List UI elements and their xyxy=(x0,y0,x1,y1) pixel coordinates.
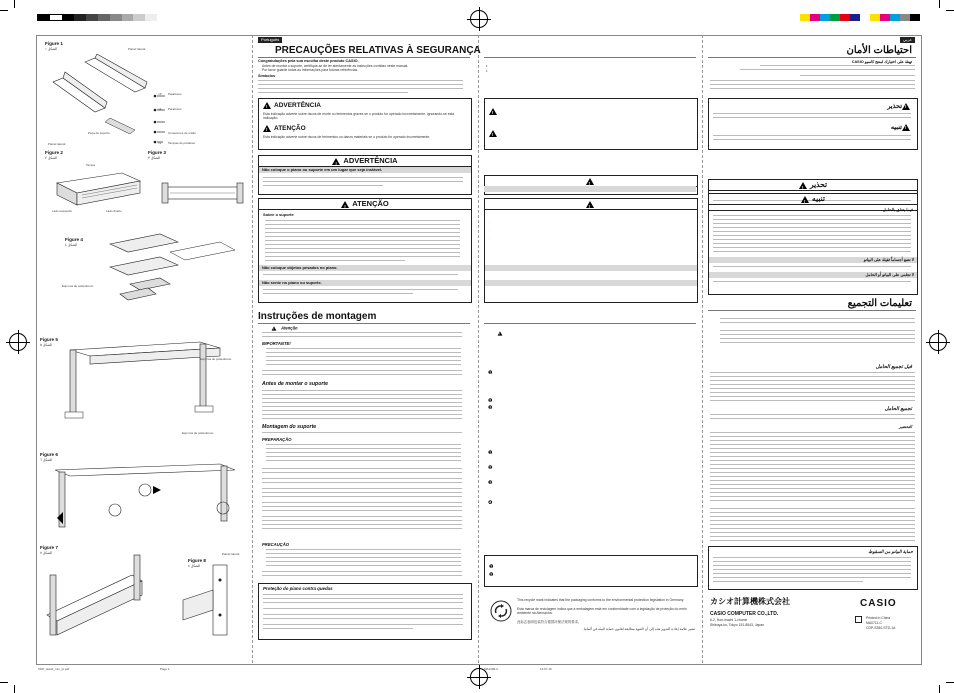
caution-triangle-icon xyxy=(498,332,503,336)
qty-x2: ×2 xyxy=(158,141,162,145)
footer-middle-date: 13.07.16 xyxy=(540,667,552,671)
preparacao-pt: PREPARAÇÃO xyxy=(262,437,292,442)
warning-symbol-ar: !تحذير xyxy=(887,102,913,110)
figure-5-drawing xyxy=(50,340,250,430)
figure-8-label-ar: الشكل ٨ xyxy=(188,564,201,568)
middle-step-marker-2: ❷ xyxy=(488,398,493,404)
middle-symbol-box xyxy=(484,98,698,150)
no-sit-bar: Não sente no piano ou suporte. xyxy=(259,280,471,286)
middle-step-marker-1: ❶ xyxy=(488,370,493,376)
caution-triangle-icon xyxy=(586,201,594,208)
figure-3-label: Figure 3 xyxy=(148,150,166,155)
figure-4-label: Figure 4 xyxy=(65,237,83,242)
company-jp: カシオ計算機株式会社 xyxy=(710,597,790,606)
figure-2-label-ar: الشكل ٢ xyxy=(45,156,58,160)
part-screws-2: Parafusos xyxy=(168,107,182,111)
figure-1-label-ar: الشكل ١ xyxy=(45,47,58,51)
protection-ar: حماية البيانو من السقوط xyxy=(868,549,913,554)
middle-caution-box: ! . . . xyxy=(484,198,698,303)
recycle-text-en: This recycle mark indicates that the packaging conforms to the environmental protection legislation in Germany. xyxy=(517,598,685,602)
atencao-text: Esta indicação adverte sobre riscos de ferimentos ou danos materiais se o produto for operado incorretamente. xyxy=(263,135,431,139)
caution-triangle-icon xyxy=(341,201,349,208)
atencao-box-pt: !ATENÇÃO Sobre o suporte Não coloque objetos pesados no piano. Não sente no piano ou suporte. xyxy=(258,198,472,303)
recycle-icon xyxy=(490,600,512,622)
congrats-ar: تهنئة على اختيارك لمنتج كاسيو CASIO xyxy=(851,60,912,64)
warning-box-ar: !تحذير xyxy=(708,179,918,211)
grayscale-bar xyxy=(37,14,157,21)
protection-box-ar xyxy=(708,546,918,590)
color-bar xyxy=(800,14,920,21)
recycle-text-ar: تشير علامة إعادة التدوير هذه إلى أن العبوة مطابقة لقانون حماية البيئة في ألمانيا. xyxy=(582,627,695,631)
symbol-box-ar xyxy=(708,98,918,150)
registration-mark-right xyxy=(929,333,947,351)
warning-triangle-icon xyxy=(489,108,497,115)
assembling-ar: تجميع الحامل xyxy=(884,406,912,412)
assembly-title-pt: Instruções de montagem xyxy=(258,311,377,322)
symbol-box-pt xyxy=(258,98,472,150)
part-screw-caps: Tampas de parafuso xyxy=(168,141,196,145)
figure-1-label: Figure 1 xyxy=(45,41,63,46)
warning-triangle-icon xyxy=(332,158,340,165)
figure-3-drawing xyxy=(160,165,245,215)
figure-1-drawing xyxy=(45,52,245,162)
qty-x4: ×4 xyxy=(158,107,162,111)
company-en: CASIO COMPUTER CO.,LTD. xyxy=(710,611,779,617)
casio-logo: CASIO xyxy=(860,598,897,609)
middle-bar-1 xyxy=(485,265,697,271)
no-sit-ar: لا تجلس على البيانو أو الحامل xyxy=(709,272,917,278)
antes-montar-pt: Antes de montar o suporte xyxy=(262,381,329,387)
warning-triangle-icon xyxy=(263,102,271,109)
recycle-text-pt: Esta marca de reciclagem indica que a embalagem está em conformidade com a legislação de proteção do meio ambiente na Alemanha. xyxy=(517,607,687,616)
advertencia-box-pt: !ADVERTÊNCIA Não coloque o piano ou suporte em um lugar que seja instável. xyxy=(258,155,472,195)
part-screws: Parafusos xyxy=(168,92,182,96)
figure-8-label: Figure 8 xyxy=(188,558,206,563)
middle-step-marker-5: ❷ xyxy=(488,465,493,471)
middle-bullet-1: • xyxy=(486,63,488,68)
figure-6-label-ar: الشكل ٦ xyxy=(40,458,53,462)
label-tampa: Tampa xyxy=(86,163,96,167)
preparation2-ar: التحضير xyxy=(898,424,912,429)
middle-bar-2 xyxy=(485,280,697,286)
product-code-2: CDP-S350-STD-1A xyxy=(866,626,896,630)
montagem-pt: Montagem do suporte xyxy=(262,424,317,430)
label-left-side: Lado esquerdo xyxy=(52,209,73,213)
advertencia-text: Esta indicação adverte sobre riscos de morte ou ferimentos graves se o produto for operado incorretamente, ignorando-se esta indicação. xyxy=(263,112,455,121)
figure-6-drawing xyxy=(45,460,245,540)
printed-in: Printed in China xyxy=(866,616,891,620)
part-right-side-panel: Painel lateral xyxy=(128,47,146,51)
middle-protect-box: ❶ ❷ xyxy=(484,555,698,587)
figure-6-label: Figure 6 xyxy=(40,452,58,457)
safety-title-pt: PRECAUÇÕES RELATIVAS À SEGURANÇA xyxy=(275,45,481,56)
figure-5-label-ar: الشكل ٥ xyxy=(40,343,53,347)
figure-3-label-ar: الشكل ٣ xyxy=(148,156,161,160)
label-painel-lateral: Painel lateral xyxy=(222,552,240,556)
bullet-1-pt: Antes de montar o suporte, certifique-se de ler atentamente as instruções contidas neste manual. xyxy=(262,64,409,68)
assembly-title-ar: تعليمات التجميع xyxy=(847,298,912,309)
registration-mark-left xyxy=(9,333,27,351)
symbols-pt: Símbolos xyxy=(258,74,276,78)
precaucao-pt: PRECAUÇÃO xyxy=(262,542,289,547)
warning-triangle-icon xyxy=(799,182,807,189)
middle-step-marker-4: ❶ xyxy=(488,450,493,456)
label-right-side: Lado direito xyxy=(106,209,122,213)
no-heavy-ar: لا تضع أجساماً ثقيلة على البيانو xyxy=(709,257,917,263)
atencao-small-pt: !Atenção xyxy=(270,325,298,332)
bullet-2-pt: Por favor guarde todas as informações para futuras referências. xyxy=(262,68,359,72)
address-2: Shibuya-ku, Tokyo 151-8543, Japan xyxy=(710,623,765,627)
safety-title-ar: احتياطات الأمان xyxy=(846,45,912,56)
middle-step-marker-6: ❸ xyxy=(488,480,493,486)
checkbox-icon xyxy=(855,616,862,623)
caution-symbol-ar: !تنبيه xyxy=(891,123,913,131)
middle-step-marker-7: ❹ xyxy=(488,500,493,506)
recycle-text-cn: 此标志表明包装符合德国环保法规的要求。 xyxy=(517,620,582,624)
caution-triangle-icon xyxy=(272,326,277,330)
middle-step-marker-3: ❸ xyxy=(488,405,493,411)
warning-triangle-icon xyxy=(902,103,910,110)
part-connectors: Conectores de união xyxy=(168,131,196,135)
footer-left-filename: CDP_stand_mm_pt.pdf xyxy=(38,667,70,671)
lang-tag-arabic: عربي xyxy=(900,37,915,43)
caution-triangle-icon xyxy=(801,196,809,203)
sobre-suporte: Sobre o suporte xyxy=(263,212,294,217)
protecao-pt: Proteção do piano contra quedas xyxy=(263,586,333,591)
footer-middle-code: MA1306-C xyxy=(484,667,499,671)
figure-8-drawing xyxy=(178,560,248,650)
qty-x6: ×6 xyxy=(158,92,162,96)
fold-line-1 xyxy=(252,35,253,663)
address-1: 6-2, Hon-machi 1-chome xyxy=(710,618,748,622)
caution-box-ar: !تنبيه فيما يتعلق بالحامل لا تضع أجساماً ثقيلة على البيانو لا تجلس على البيانو أو الحامل xyxy=(708,193,918,295)
caution-triangle-icon xyxy=(489,130,497,137)
importante-pt: IMPORTANTE! xyxy=(262,341,291,346)
label-polystyrene-fig5a: Espuma de poliestireno xyxy=(200,357,232,361)
middle-warning-bar xyxy=(484,186,696,192)
product-code: MA0711-C xyxy=(866,621,882,625)
caution-triangle-icon xyxy=(902,124,910,131)
stand-note-ar: فيما يتعلق بالحامل xyxy=(882,207,913,212)
congrats-pt: Congratulações pela sua escolha deste produto CASIO. xyxy=(258,59,359,63)
caution-triangle-icon xyxy=(263,125,271,132)
no-heavy-bar: Não coloque objetos pesados no piano. xyxy=(259,265,471,271)
part-support-piece: Peça de suporte xyxy=(88,131,110,135)
figure-7-drawing xyxy=(42,555,152,645)
advertencia-symbol: !ADVERTÊNCIA xyxy=(263,102,321,109)
figure-7-label: Figure 7 xyxy=(40,545,58,550)
footer-left-page: Page 1 xyxy=(160,667,170,671)
middle-bullet-2: • xyxy=(486,68,488,73)
fold-line-3 xyxy=(702,35,703,663)
figure-5-label: Figure 5 xyxy=(40,337,58,342)
warning-triangle-icon xyxy=(586,178,594,185)
part-left-side-panel: Painel lateral xyxy=(48,142,66,146)
label-polystyrene-fig4: Espuma de poliestireno xyxy=(62,284,94,288)
protecao-box-pt xyxy=(258,583,472,640)
middle-warning-box xyxy=(484,175,698,195)
figure-7-label-ar: الشكل ٧ xyxy=(40,551,53,555)
lang-tag-portuguese: Português xyxy=(258,37,282,43)
figure-4-label-ar: الشكل ٤ xyxy=(65,243,78,247)
registration-mark-top xyxy=(470,10,488,28)
fold-line-2 xyxy=(478,35,479,663)
figure-4-drawing xyxy=(100,232,250,312)
atencao-symbol: !ATENÇÃO xyxy=(263,125,306,132)
preparation-ar: قبل تجميع الحامل xyxy=(875,364,912,370)
label-polystyrene-fig5b: Espuma de poliestireno xyxy=(182,431,214,435)
figure-2-label: Figure 2 xyxy=(45,150,63,155)
no-unstable-bar: Não coloque o piano ou suporte em um lugar que seja instável. xyxy=(259,167,471,173)
